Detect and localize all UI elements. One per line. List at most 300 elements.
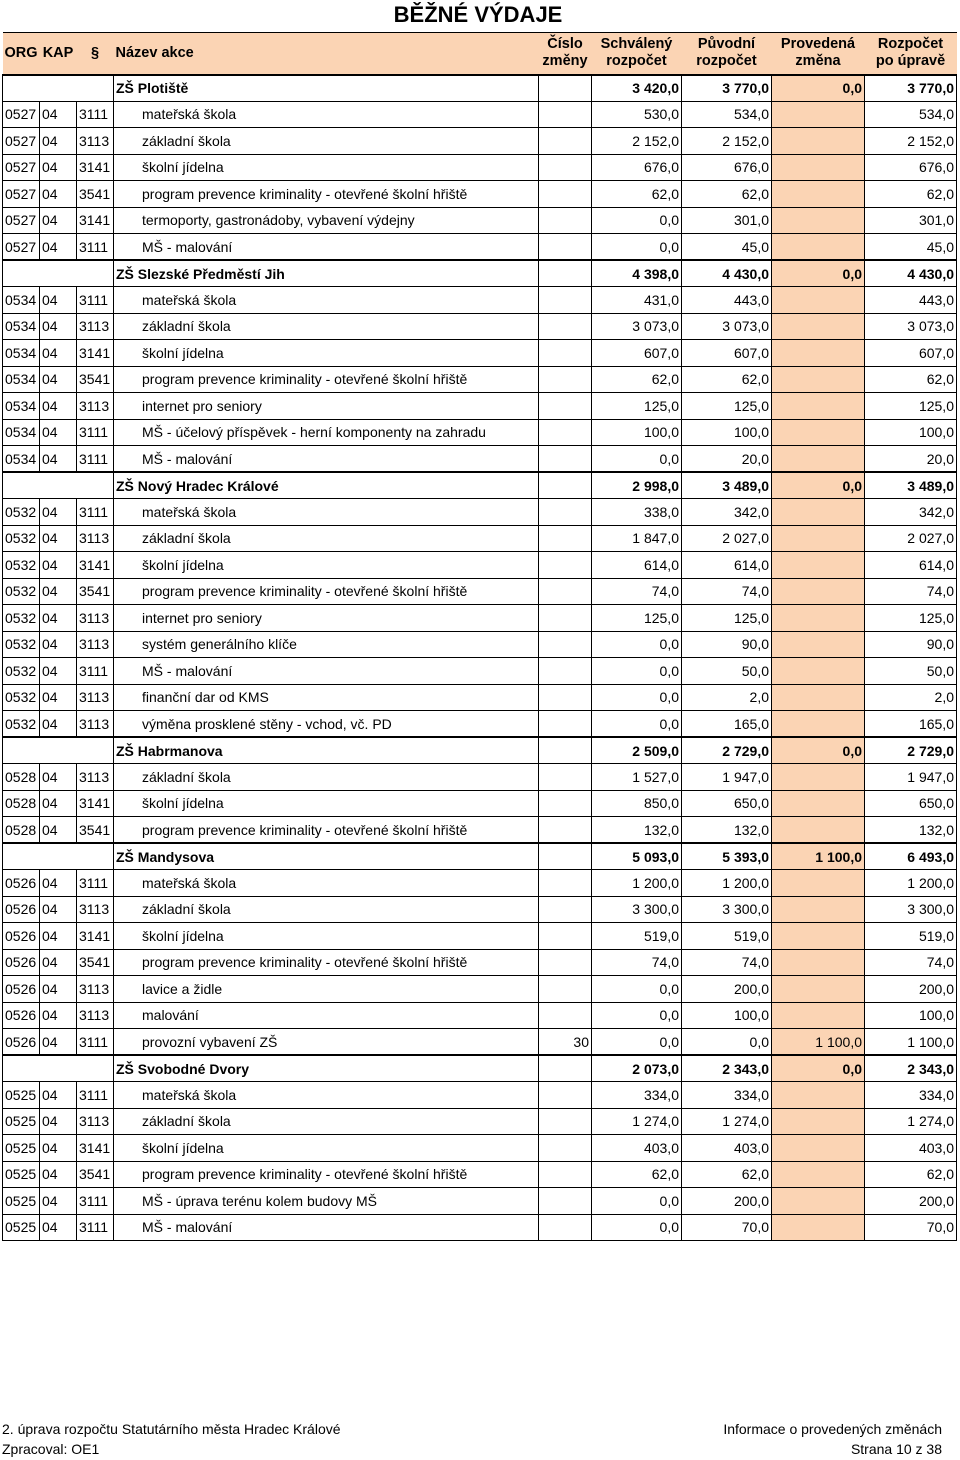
cislo-zmeny — [539, 1161, 592, 1188]
header-name: Název akce — [114, 33, 539, 75]
puvodni-rozpocet: 443,0 — [682, 287, 772, 314]
schvaleny-rozpocet: 334,0 — [592, 1082, 682, 1109]
rozpocet-po-uprave: 200,0 — [865, 1188, 957, 1215]
table-row — [3, 499, 957, 526]
rozpocet-po-uprave: 125,0 — [865, 605, 957, 632]
table-row — [3, 419, 957, 446]
table-row — [3, 1082, 957, 1109]
schvaleny-rozpocet: 2 998,0 — [592, 472, 682, 499]
rozpocet-po-uprave: 301,0 — [865, 207, 957, 234]
paragraph-code: 3111 — [77, 446, 114, 473]
org-code: 0525 — [3, 1214, 40, 1241]
table-row — [3, 711, 957, 738]
footer-page: Strana 10 z 38 — [850, 1441, 942, 1457]
rozpocet-po-uprave: 342,0 — [865, 499, 957, 526]
org-code: 0525 — [3, 1082, 40, 1109]
item-name: základní škola — [114, 764, 539, 791]
schvaleny-rozpocet: 3 300,0 — [592, 896, 682, 923]
item-name: internet pro seniory — [114, 605, 539, 632]
schvaleny-rozpocet: 62,0 — [592, 1161, 682, 1188]
paragraph-code: 3113 — [77, 711, 114, 738]
rozpocet-po-uprave: 3 489,0 — [865, 472, 957, 499]
empty-cell — [40, 843, 77, 870]
cislo-zmeny — [539, 499, 592, 526]
table-row — [3, 1002, 957, 1029]
kap-code: 04 — [40, 578, 77, 605]
paragraph-code: 3141 — [77, 154, 114, 181]
kap-code: 04 — [40, 313, 77, 340]
paragraph-code: 3113 — [77, 631, 114, 658]
paragraph-code: 3111 — [77, 1188, 114, 1215]
puvodni-rozpocet: 1 200,0 — [682, 870, 772, 897]
puvodni-rozpocet: 165,0 — [682, 711, 772, 738]
schvaleny-rozpocet: 125,0 — [592, 605, 682, 632]
schvaleny-rozpocet: 62,0 — [592, 181, 682, 208]
kap-code: 04 — [40, 393, 77, 420]
kap-code: 04 — [40, 1214, 77, 1241]
cislo-zmeny — [539, 234, 592, 261]
kap-code: 04 — [40, 499, 77, 526]
rozpocet-po-uprave: 6 493,0 — [865, 843, 957, 870]
puvodni-rozpocet: 2 729,0 — [682, 737, 772, 764]
provedena-zmena — [772, 313, 865, 340]
org-code: 0525 — [3, 1161, 40, 1188]
puvodni-rozpocet: 403,0 — [682, 1135, 772, 1162]
org-code: 0534 — [3, 419, 40, 446]
puvodni-rozpocet: 301,0 — [682, 207, 772, 234]
table-row — [3, 923, 957, 950]
table-row — [3, 1029, 957, 1056]
table-row — [3, 393, 957, 420]
org-code: 0528 — [3, 817, 40, 844]
rozpocet-po-uprave: 2 729,0 — [865, 737, 957, 764]
paragraph-code: 3541 — [77, 1161, 114, 1188]
puvodni-rozpocet: 5 393,0 — [682, 843, 772, 870]
provedena-zmena — [772, 605, 865, 632]
school-name: ZŠ Slezské Předměstí Jih — [114, 260, 539, 287]
cislo-zmeny — [539, 1108, 592, 1135]
rozpocet-po-uprave: 1 200,0 — [865, 870, 957, 897]
org-code: 0532 — [3, 578, 40, 605]
cislo-zmeny — [539, 870, 592, 897]
schvaleny-rozpocet: 1 274,0 — [592, 1108, 682, 1135]
puvodni-rozpocet: 650,0 — [682, 790, 772, 817]
table-row — [3, 870, 957, 897]
rozpocet-po-uprave: 62,0 — [865, 181, 957, 208]
schvaleny-rozpocet: 0,0 — [592, 234, 682, 261]
provedena-zmena — [772, 578, 865, 605]
kap-code: 04 — [40, 181, 77, 208]
puvodni-rozpocet: 125,0 — [682, 605, 772, 632]
kap-code: 04 — [40, 128, 77, 155]
table-row — [3, 1108, 957, 1135]
org-code: 0532 — [3, 711, 40, 738]
cislo-zmeny — [539, 817, 592, 844]
rozpocet-po-uprave: 650,0 — [865, 790, 957, 817]
paragraph-code: 3111 — [77, 419, 114, 446]
item-name: internet pro seniory — [114, 393, 539, 420]
table-row — [3, 605, 957, 632]
empty-cell — [77, 260, 114, 287]
puvodni-rozpocet: 90,0 — [682, 631, 772, 658]
kap-code: 04 — [40, 764, 77, 791]
header-org: ORG — [3, 33, 40, 75]
table-row — [3, 313, 957, 340]
provedena-zmena — [772, 1108, 865, 1135]
provedena-zmena — [772, 234, 865, 261]
org-code: 0532 — [3, 684, 40, 711]
kap-code: 04 — [40, 923, 77, 950]
puvodni-rozpocet: 3 770,0 — [682, 75, 772, 102]
empty-cell — [3, 1055, 40, 1082]
rozpocet-po-uprave: 74,0 — [865, 578, 957, 605]
kap-code: 04 — [40, 870, 77, 897]
footer-author: Zpracoval: OE1 — [2, 1441, 100, 1457]
rozpocet-po-uprave: 3 300,0 — [865, 896, 957, 923]
table-row — [3, 1188, 957, 1215]
paragraph-code: 3141 — [77, 923, 114, 950]
provedena-zmena — [772, 552, 865, 579]
kap-code: 04 — [40, 366, 77, 393]
schvaleny-rozpocet: 614,0 — [592, 552, 682, 579]
rozpocet-po-uprave: 2 152,0 — [865, 128, 957, 155]
item-name: mateřská škola — [114, 499, 539, 526]
puvodni-rozpocet: 1 947,0 — [682, 764, 772, 791]
kap-code: 04 — [40, 949, 77, 976]
org-code: 0527 — [3, 234, 40, 261]
table-row — [3, 552, 957, 579]
cislo-zmeny — [539, 181, 592, 208]
paragraph-code: 3113 — [77, 1002, 114, 1029]
cislo-zmeny — [539, 896, 592, 923]
kap-code: 04 — [40, 340, 77, 367]
table-row — [3, 1214, 957, 1241]
paragraph-code: 3541 — [77, 817, 114, 844]
school-name: ZŠ Nový Hradec Králové — [114, 472, 539, 499]
cislo-zmeny — [539, 631, 592, 658]
table-row — [3, 896, 957, 923]
header-zmena: Provedená změna — [772, 33, 865, 75]
rozpocet-po-uprave: 100,0 — [865, 419, 957, 446]
provedena-zmena — [772, 181, 865, 208]
schvaleny-rozpocet: 5 093,0 — [592, 843, 682, 870]
rozpocet-po-uprave: 3 073,0 — [865, 313, 957, 340]
org-code: 0532 — [3, 552, 40, 579]
item-name: program prevence kriminality - otevřené školní hřiště — [114, 1161, 539, 1188]
kap-code: 04 — [40, 1082, 77, 1109]
item-name: mateřská škola — [114, 287, 539, 314]
empty-cell — [40, 737, 77, 764]
schvaleny-rozpocet: 0,0 — [592, 684, 682, 711]
schvaleny-rozpocet: 850,0 — [592, 790, 682, 817]
rozpocet-po-uprave: 45,0 — [865, 234, 957, 261]
puvodni-rozpocet: 132,0 — [682, 817, 772, 844]
schvaleny-rozpocet: 125,0 — [592, 393, 682, 420]
schvaleny-rozpocet: 0,0 — [592, 1029, 682, 1056]
item-name: školní jídelna — [114, 1135, 539, 1162]
rozpocet-po-uprave: 74,0 — [865, 949, 957, 976]
provedena-zmena — [772, 684, 865, 711]
org-code: 0527 — [3, 128, 40, 155]
provedena-zmena — [772, 207, 865, 234]
paragraph-code: 3141 — [77, 1135, 114, 1162]
org-code: 0532 — [3, 658, 40, 685]
schvaleny-rozpocet: 2 152,0 — [592, 128, 682, 155]
provedena-zmena — [772, 1082, 865, 1109]
rozpocet-po-uprave: 2,0 — [865, 684, 957, 711]
table-row — [3, 234, 957, 261]
schvaleny-rozpocet: 431,0 — [592, 287, 682, 314]
school-name: ZŠ Svobodné Dvory — [114, 1055, 539, 1082]
org-code: 0534 — [3, 393, 40, 420]
table-row — [3, 1161, 957, 1188]
cislo-zmeny — [539, 1002, 592, 1029]
kap-code: 04 — [40, 605, 77, 632]
item-name: základní škola — [114, 1108, 539, 1135]
item-name: mateřská škola — [114, 870, 539, 897]
kap-code: 04 — [40, 1029, 77, 1056]
provedena-zmena: 0,0 — [772, 737, 865, 764]
paragraph-code: 3141 — [77, 340, 114, 367]
item-name: mateřská škola — [114, 101, 539, 128]
provedena-zmena — [772, 949, 865, 976]
cislo-zmeny — [539, 976, 592, 1003]
item-name: základní škola — [114, 128, 539, 155]
paragraph-code: 3541 — [77, 578, 114, 605]
kap-code: 04 — [40, 1002, 77, 1029]
empty-cell — [40, 1055, 77, 1082]
kap-code: 04 — [40, 446, 77, 473]
puvodni-rozpocet: 100,0 — [682, 1002, 772, 1029]
provedena-zmena — [772, 976, 865, 1003]
school-row — [3, 1055, 957, 1082]
item-name: školní jídelna — [114, 340, 539, 367]
kap-code: 04 — [40, 711, 77, 738]
cislo-zmeny — [539, 658, 592, 685]
table-row — [3, 287, 957, 314]
item-name: finanční dar od KMS — [114, 684, 539, 711]
puvodni-rozpocet: 100,0 — [682, 419, 772, 446]
org-code: 0525 — [3, 1188, 40, 1215]
item-name: program prevence kriminality - otevřené školní hřiště — [114, 817, 539, 844]
org-code: 0526 — [3, 923, 40, 950]
paragraph-code: 3113 — [77, 976, 114, 1003]
paragraph-code: 3113 — [77, 1108, 114, 1135]
schvaleny-rozpocet: 530,0 — [592, 101, 682, 128]
cislo-zmeny — [539, 472, 592, 499]
puvodni-rozpocet: 62,0 — [682, 181, 772, 208]
puvodni-rozpocet: 74,0 — [682, 949, 772, 976]
item-name: MŠ - účelový příspěvek - herní komponenty na zahradu — [114, 419, 539, 446]
school-name: ZŠ Mandysova — [114, 843, 539, 870]
org-code: 0526 — [3, 870, 40, 897]
empty-cell — [77, 737, 114, 764]
cislo-zmeny — [539, 552, 592, 579]
puvodni-rozpocet: 20,0 — [682, 446, 772, 473]
schvaleny-rozpocet: 3 073,0 — [592, 313, 682, 340]
cislo-zmeny — [539, 923, 592, 950]
item-name: školní jídelna — [114, 790, 539, 817]
item-name: program prevence kriminality - otevřené školní hřiště — [114, 578, 539, 605]
provedena-zmena — [772, 366, 865, 393]
kap-code: 04 — [40, 976, 77, 1003]
school-row — [3, 737, 957, 764]
item-name: MŠ - úprava terénu kolem budovy MŠ — [114, 1188, 539, 1215]
provedena-zmena — [772, 711, 865, 738]
paragraph-code: 3141 — [77, 207, 114, 234]
puvodni-rozpocet: 342,0 — [682, 499, 772, 526]
paragraph-code: 3541 — [77, 366, 114, 393]
item-name: lavice a židle — [114, 976, 539, 1003]
org-code: 0527 — [3, 207, 40, 234]
paragraph-code: 3111 — [77, 499, 114, 526]
provedena-zmena — [772, 128, 865, 155]
cislo-zmeny — [539, 75, 592, 102]
table-row — [3, 1135, 957, 1162]
provedena-zmena — [772, 446, 865, 473]
table-row — [3, 949, 957, 976]
puvodni-rozpocet: 62,0 — [682, 366, 772, 393]
table-row — [3, 817, 957, 844]
kap-code: 04 — [40, 419, 77, 446]
school-row — [3, 472, 957, 499]
cislo-zmeny — [539, 949, 592, 976]
header-upraveny: Rozpočet po úpravě — [865, 33, 957, 75]
paragraph-code: 3113 — [77, 896, 114, 923]
page-title: BĚŽNÉ VÝDAJE — [393, 2, 563, 27]
cislo-zmeny — [539, 605, 592, 632]
kap-code: 04 — [40, 684, 77, 711]
org-code: 0534 — [3, 287, 40, 314]
paragraph-code: 3113 — [77, 313, 114, 340]
table-row — [3, 101, 957, 128]
org-code: 0534 — [3, 366, 40, 393]
schvaleny-rozpocet: 132,0 — [592, 817, 682, 844]
item-name: MŠ - malování — [114, 234, 539, 261]
table-row — [3, 658, 957, 685]
org-code: 0532 — [3, 631, 40, 658]
rozpocet-po-uprave: 90,0 — [865, 631, 957, 658]
empty-cell — [3, 260, 40, 287]
schvaleny-rozpocet: 2 073,0 — [592, 1055, 682, 1082]
rozpocet-po-uprave: 1 274,0 — [865, 1108, 957, 1135]
kap-code: 04 — [40, 658, 77, 685]
empty-cell — [77, 75, 114, 102]
provedena-zmena — [772, 817, 865, 844]
schvaleny-rozpocet: 2 509,0 — [592, 737, 682, 764]
puvodni-rozpocet: 3 489,0 — [682, 472, 772, 499]
provedena-zmena: 0,0 — [772, 75, 865, 102]
puvodni-rozpocet: 2 152,0 — [682, 128, 772, 155]
puvodni-rozpocet: 3 300,0 — [682, 896, 772, 923]
cislo-zmeny — [539, 1055, 592, 1082]
expenses-table — [2, 32, 957, 1241]
item-name: MŠ - malování — [114, 1214, 539, 1241]
schvaleny-rozpocet: 0,0 — [592, 976, 682, 1003]
cislo-zmeny — [539, 313, 592, 340]
puvodni-rozpocet: 334,0 — [682, 1082, 772, 1109]
org-code: 0532 — [3, 499, 40, 526]
cislo-zmeny — [539, 260, 592, 287]
paragraph-code: 3141 — [77, 552, 114, 579]
provedena-zmena — [772, 1002, 865, 1029]
puvodni-rozpocet: 125,0 — [682, 393, 772, 420]
empty-cell — [77, 1055, 114, 1082]
table-row — [3, 340, 957, 367]
cislo-zmeny — [539, 340, 592, 367]
kap-code: 04 — [40, 1188, 77, 1215]
cislo-zmeny — [539, 207, 592, 234]
item-name: mateřská škola — [114, 1082, 539, 1109]
cislo-zmeny — [539, 1188, 592, 1215]
kap-code: 04 — [40, 234, 77, 261]
rozpocet-po-uprave: 1 947,0 — [865, 764, 957, 791]
cislo-zmeny — [539, 287, 592, 314]
puvodni-rozpocet: 607,0 — [682, 340, 772, 367]
org-code: 0534 — [3, 446, 40, 473]
puvodni-rozpocet: 3 073,0 — [682, 313, 772, 340]
table-row — [3, 525, 957, 552]
org-code: 0532 — [3, 605, 40, 632]
paragraph-code: 3141 — [77, 790, 114, 817]
rozpocet-po-uprave: 403,0 — [865, 1135, 957, 1162]
kap-code: 04 — [40, 817, 77, 844]
table-row — [3, 366, 957, 393]
paragraph-code: 3111 — [77, 287, 114, 314]
org-code: 0526 — [3, 1002, 40, 1029]
empty-cell — [77, 843, 114, 870]
cislo-zmeny — [539, 843, 592, 870]
footer-info: Informace o provedených změnách — [723, 1421, 942, 1437]
paragraph-code: 3111 — [77, 101, 114, 128]
kap-code: 04 — [40, 631, 77, 658]
org-code: 0528 — [3, 790, 40, 817]
schvaleny-rozpocet: 62,0 — [592, 366, 682, 393]
cislo-zmeny — [539, 1135, 592, 1162]
puvodni-rozpocet: 676,0 — [682, 154, 772, 181]
provedena-zmena — [772, 923, 865, 950]
puvodni-rozpocet: 534,0 — [682, 101, 772, 128]
cislo-zmeny — [539, 764, 592, 791]
cislo-zmeny — [539, 101, 592, 128]
rozpocet-po-uprave: 676,0 — [865, 154, 957, 181]
item-name: program prevence kriminality - otevřené školní hřiště — [114, 181, 539, 208]
item-name: provozní vybavení ZŠ — [114, 1029, 539, 1056]
schvaleny-rozpocet: 0,0 — [592, 1214, 682, 1241]
table-row — [3, 684, 957, 711]
schvaleny-rozpocet: 607,0 — [592, 340, 682, 367]
kap-code: 04 — [40, 1161, 77, 1188]
rozpocet-po-uprave: 200,0 — [865, 976, 957, 1003]
table-row — [3, 446, 957, 473]
item-name: školní jídelna — [114, 552, 539, 579]
item-name: školní jídelna — [114, 923, 539, 950]
paragraph-code: 3111 — [77, 870, 114, 897]
provedena-zmena — [772, 658, 865, 685]
rozpocet-po-uprave: 534,0 — [865, 101, 957, 128]
puvodni-rozpocet: 2 343,0 — [682, 1055, 772, 1082]
cislo-zmeny — [539, 711, 592, 738]
cislo-zmeny — [539, 684, 592, 711]
empty-cell — [40, 75, 77, 102]
empty-cell — [40, 472, 77, 499]
org-code: 0532 — [3, 525, 40, 552]
cislo-zmeny — [539, 154, 592, 181]
empty-cell — [40, 260, 77, 287]
puvodni-rozpocet: 200,0 — [682, 1188, 772, 1215]
kap-code: 04 — [40, 207, 77, 234]
puvodni-rozpocet: 74,0 — [682, 578, 772, 605]
